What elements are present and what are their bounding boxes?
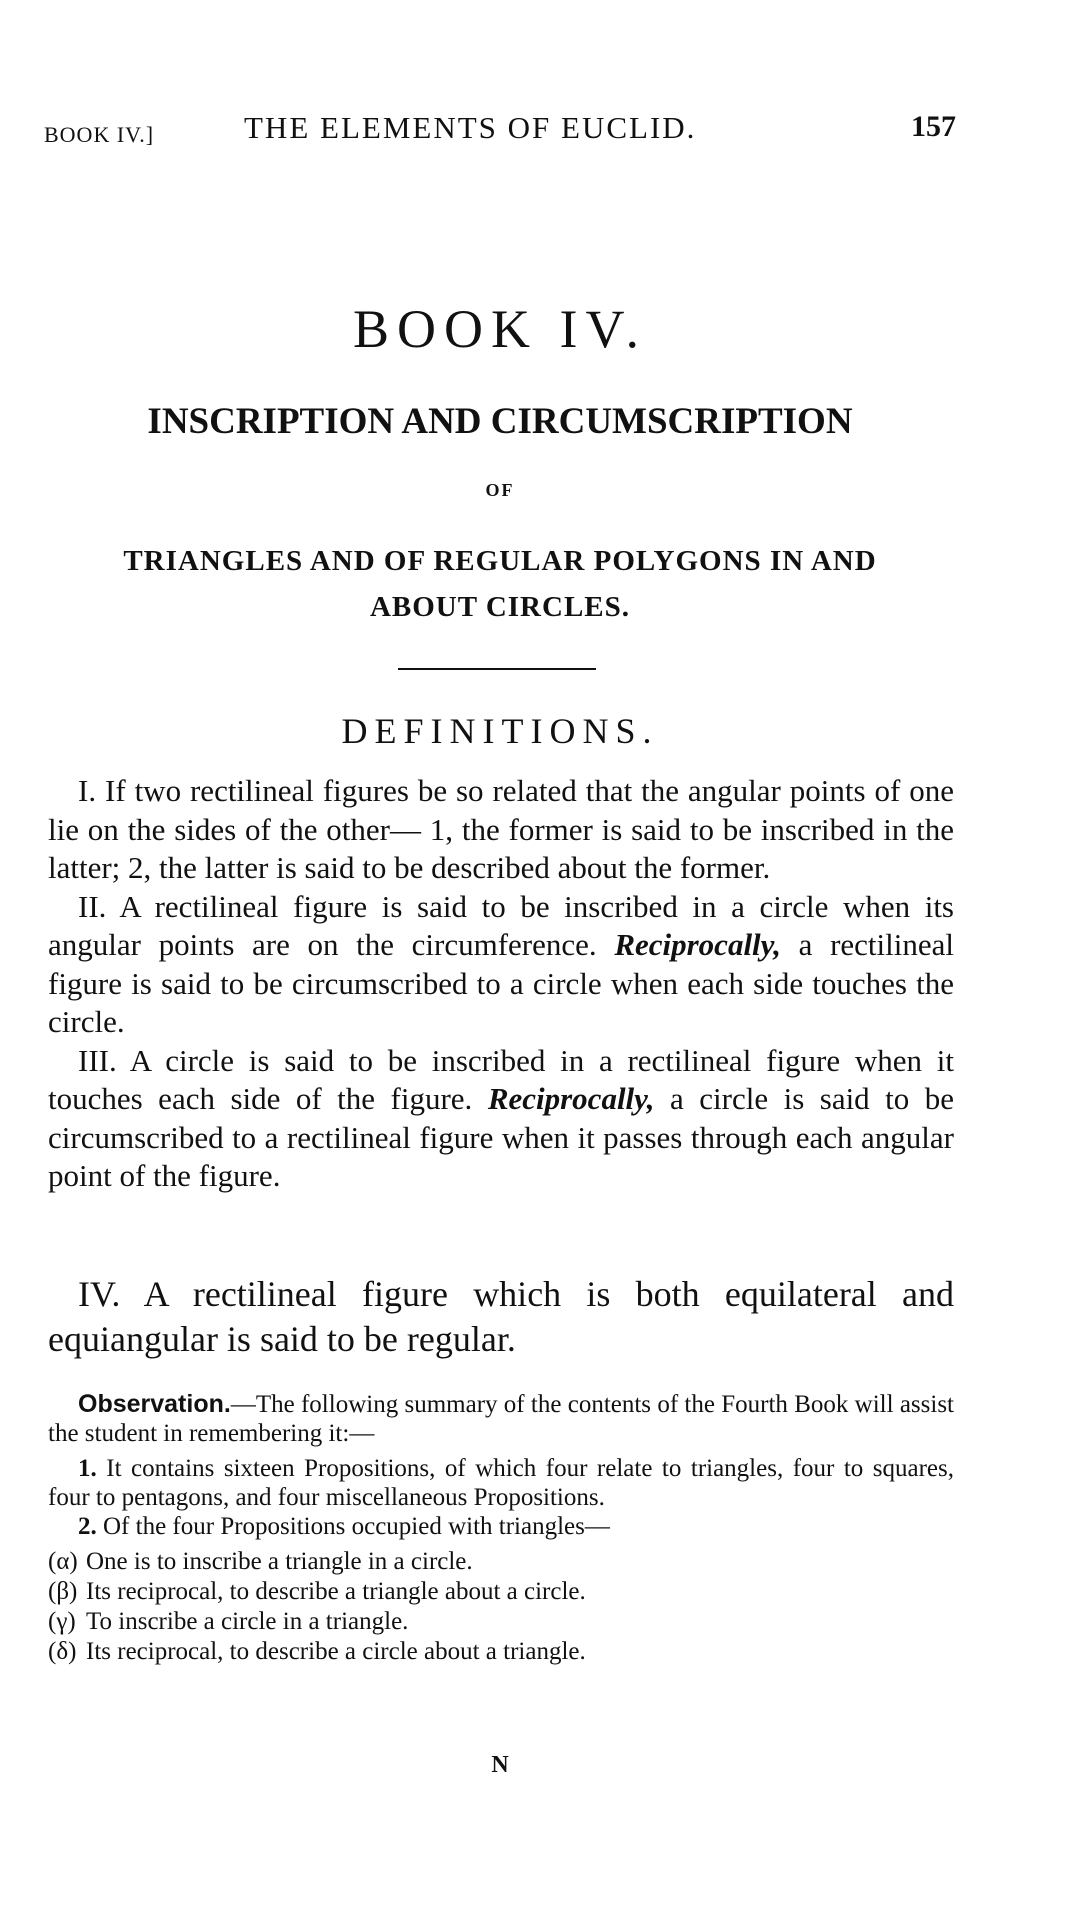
- subtitle-line-3: ABOUT CIRCLES.: [369, 591, 631, 623]
- subtitle-block: [0, 538, 1000, 630]
- item-text: It contains sixteen Propositions, of which four relate to triangles, four to squares, four to pentagons, and four miscellaneous Propositions.: [48, 1455, 954, 1511]
- list-item: [48, 1547, 954, 1577]
- definition-text: A rectilineal figure is said to be inscribed in a circle when its angular points are on the circumference.: [48, 888, 954, 962]
- list-item: [48, 1607, 954, 1637]
- observation-item-1: [48, 1454, 954, 1512]
- list-item-text: To inscribe a circle in a triangle.: [86, 1608, 409, 1635]
- subtitle-line-1: INSCRIPTION AND CIRCUMSCRIPTION: [147, 401, 853, 442]
- item-text: Of the four Propositions occupied with triangles—: [103, 1513, 610, 1540]
- definition-text: a circle is said to be circumscribed to a rectilineal figure when it passes through each angular point of the figure.: [48, 1081, 955, 1193]
- definition-emphasis: Reciprocally,: [487, 1081, 655, 1116]
- observation-label: Observation.: [78, 1390, 231, 1418]
- definition-4: [48, 1272, 954, 1362]
- list-item-text: Its reciprocal, to describe a triangle about a circle.: [86, 1578, 586, 1605]
- running-header: [44, 110, 956, 150]
- list-item-text: One is to inscribe a triangle in a circle.: [86, 1548, 473, 1575]
- signature-mark: N: [491, 1752, 509, 1778]
- definition-text: A circle is said to be inscribed in a rectilineal figure when it touches each side of the figure.: [48, 1042, 955, 1116]
- section-divider: [398, 668, 596, 670]
- definition-text: a rectilineal figure is said to be circumscribed to a circle when each side touches the circle.: [48, 927, 954, 1039]
- definition-text: A rectilineal figure which is both equilateral and equiangular is said to be regular.: [48, 1274, 954, 1359]
- definition-number: II.: [78, 888, 107, 924]
- header-title: THE ELEMENTS OF EUCLID.: [244, 110, 697, 145]
- subtitle-of: OF: [485, 480, 515, 500]
- definition-text: If two rectilineal figures be so related that the angular points of one lie on the sides of the other— 1, the former is said to be inscribed in the latter; 2, the latter is said to be described about the former.: [48, 773, 954, 885]
- definitions-heading: DEFINITIONS.: [341, 711, 659, 751]
- list-marker: (α): [48, 1548, 78, 1575]
- list-item-text: Its reciprocal, to describe a circle about a triangle.: [86, 1638, 586, 1665]
- definition-emphasis: Reciprocally,: [614, 927, 782, 962]
- observation-section: [48, 1390, 954, 1667]
- definition-number: III.: [78, 1042, 117, 1078]
- observation-intro-text: —The following summary of the contents of the Fourth Book will assist the student in remembering it:—: [48, 1391, 954, 1447]
- list-marker: (β): [48, 1578, 78, 1605]
- list-item: [48, 1637, 954, 1667]
- list-item: [48, 1577, 954, 1607]
- header-book-label: BOOK IV.]: [44, 122, 155, 147]
- definition-2: [48, 888, 954, 1042]
- triangle-propositions-list: [48, 1547, 954, 1667]
- book-title: BOOK IV.: [352, 299, 648, 359]
- item-number: 2.: [78, 1513, 97, 1540]
- observation-item-2: [48, 1512, 954, 1541]
- page-number: 157: [911, 110, 956, 143]
- definition-number: I.: [78, 773, 97, 808]
- definition-3: [48, 1042, 954, 1196]
- definition-1: [48, 772, 954, 888]
- definition-number: IV.: [78, 1274, 121, 1314]
- definition-4-block: [48, 1272, 954, 1362]
- subtitle-line-2: TRIANGLES AND OF REGULAR POLYGONS IN AND: [123, 545, 877, 577]
- item-number: 1.: [78, 1455, 97, 1482]
- definitions-list: [48, 772, 954, 1196]
- list-marker: (δ): [48, 1638, 77, 1665]
- list-marker: (γ): [48, 1608, 76, 1635]
- observation-intro: [48, 1390, 954, 1448]
